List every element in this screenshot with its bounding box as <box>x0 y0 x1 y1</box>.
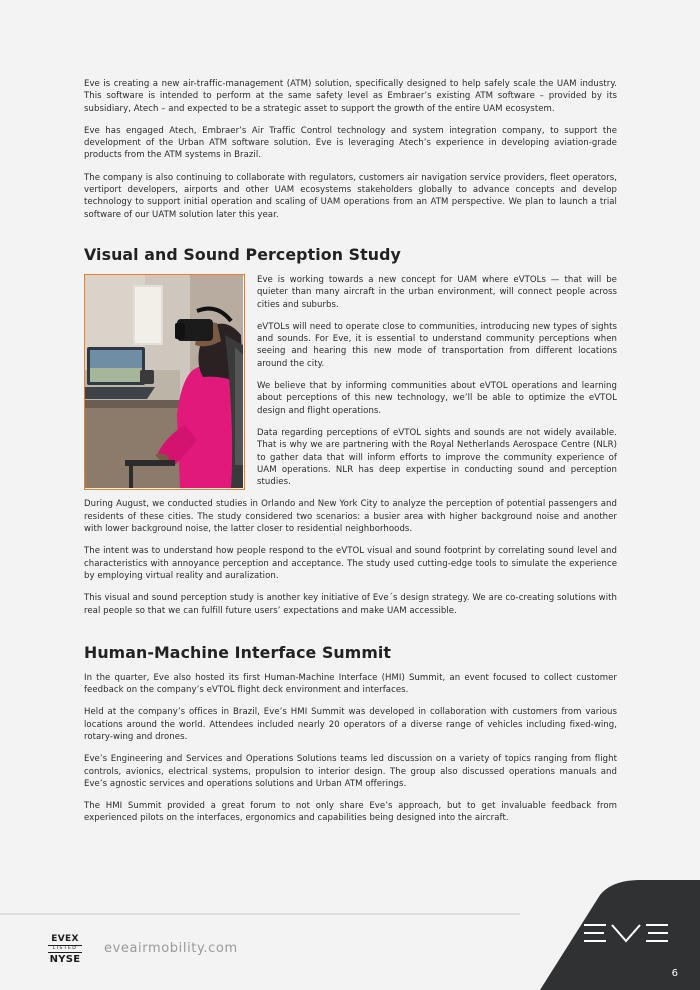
hmi-paragraph: The HMI Summit provided a great forum to not only share Eve’s approach, but to get invaluable feedback from experienced pilots on the interfaces, ergonomics and capabilities being designed into the aircraft. <box>84 801 617 824</box>
section-heading-hmi-summit: Human-Machine Interface Summit <box>84 642 392 662</box>
website-link[interactable]: eveairmobility.com <box>104 941 238 956</box>
page-number: 6 <box>671 968 678 979</box>
badge-listed: LISTED <box>48 945 82 953</box>
visual-paragraph: eVTOLs will need to operate close to communities, introducing new types of sights and sounds. For Eve, it is essential to understand community perceptions when seeing and hearing this new mode of transportation from different locations around the city. <box>257 321 617 369</box>
badge-exchange: NYSE <box>49 954 81 965</box>
visual-paragraph: This visual and sound perception study is another key initiative of Eve´s design strategy. We are co-creating solutions with real people so that we can fulfill future users’ expectations and make UAM accessible. <box>84 593 617 616</box>
visual-paragraph: Data regarding perceptions of eVTOL sights and sounds are not widely available. That is why we are partnering with the Royal Netherlands Aerospace Centre (NLR) to gather data that will inform efforts to improve the community experience of UAM operations. NLR has deep expertise in conducting sound and perception studies. <box>257 427 617 488</box>
intro-paragraph: The company is also continuing to collaborate with regulators, customers air navigation service providers, fleet operators, vertiport developers, airports and other UAM ecosystems stakeholders globally to advance concepts and develop technology to support initial operation and scaling of UAM operations from an ATM perspective. We plan to launch a trial software of our UATM solution later this year. <box>84 172 617 220</box>
intro-paragraph: Eve has engaged Atech, Embraer’s Air Traffic Control technology and system integration company, to support the development of the Urban ATM software solution. Eve is leveraging Atech’s experience in developing aviation-grade products from the ATM systems in Brazil. <box>84 125 617 161</box>
visual-paragraph: During August, we conducted studies in Orlando and New York City to analyze the perception of potential passengers and residents of these cities. The study considered two scenarios: a busier area with higher background noise and another with lower background noise, the latter closer to residential neighborhoods. <box>84 499 617 535</box>
visual-paragraph: Eve is working towards a new concept for UAM where eVTOLs — that will be quieter than many aircraft in the urban environment, will connect people across cities and suburbs. <box>257 274 617 310</box>
hmi-paragraph: In the quarter, Eve also hosted its first Human-Machine Interface (HMI) Summit, an event focused to collect customer feedback on the company’s eVTOL flight deck environment and interfaces. <box>84 672 617 696</box>
visual-paragraph: The intent was to understand how people respond to the eVTOL visual and sound footprint by correlating sound level and characteristics with annoyance perception and acceptance. The study used cutting-edge tools to simulate the experience by employing virtual reality and auralization. <box>84 546 617 581</box>
evex-nyse-badge <box>48 934 82 965</box>
hmi-paragraph: Held at the company’s offices in Brazil, Eve’s HMI Summit was developed in collaboration with customers from various locations around the world. Attendees included nearly 20 operators of a diverse range of vehicles including fixed-wing, rotary-wing and drones. <box>84 707 617 742</box>
intro-paragraph: Eve is creating a new air-traffic-management (ATM) solution, specifically designed to help safely scale the UAM industry. This software is intended to perform at the same safety level as Embraer’s existing ATM software – provided by its subsidiary, Atech – and expected to be a strategic asset to support the growth of the entire UAM ecosystem. <box>84 79 617 114</box>
eve-logo-icon <box>582 922 672 948</box>
badge-ticker: EVEX <box>51 934 79 944</box>
visual-paragraph: We believe that by informing communities about eVTOL operations and learning about perceptions of this new technology, we’ll be able to optimize the eVTOL design and flight operations. <box>257 381 617 416</box>
section-heading-visual-sound: Visual and Sound Perception Study <box>84 244 401 264</box>
hmi-paragraph: Eve’s Engineering and Services and Operations Solutions teams led discussion on a variety of topics ranging from flight controls, avionics, electrical systems, propulsion to interior design. The group also discussed operations manuals and Eve’s agnostic services and operations solutions and Urban ATM offerings. <box>84 754 617 789</box>
